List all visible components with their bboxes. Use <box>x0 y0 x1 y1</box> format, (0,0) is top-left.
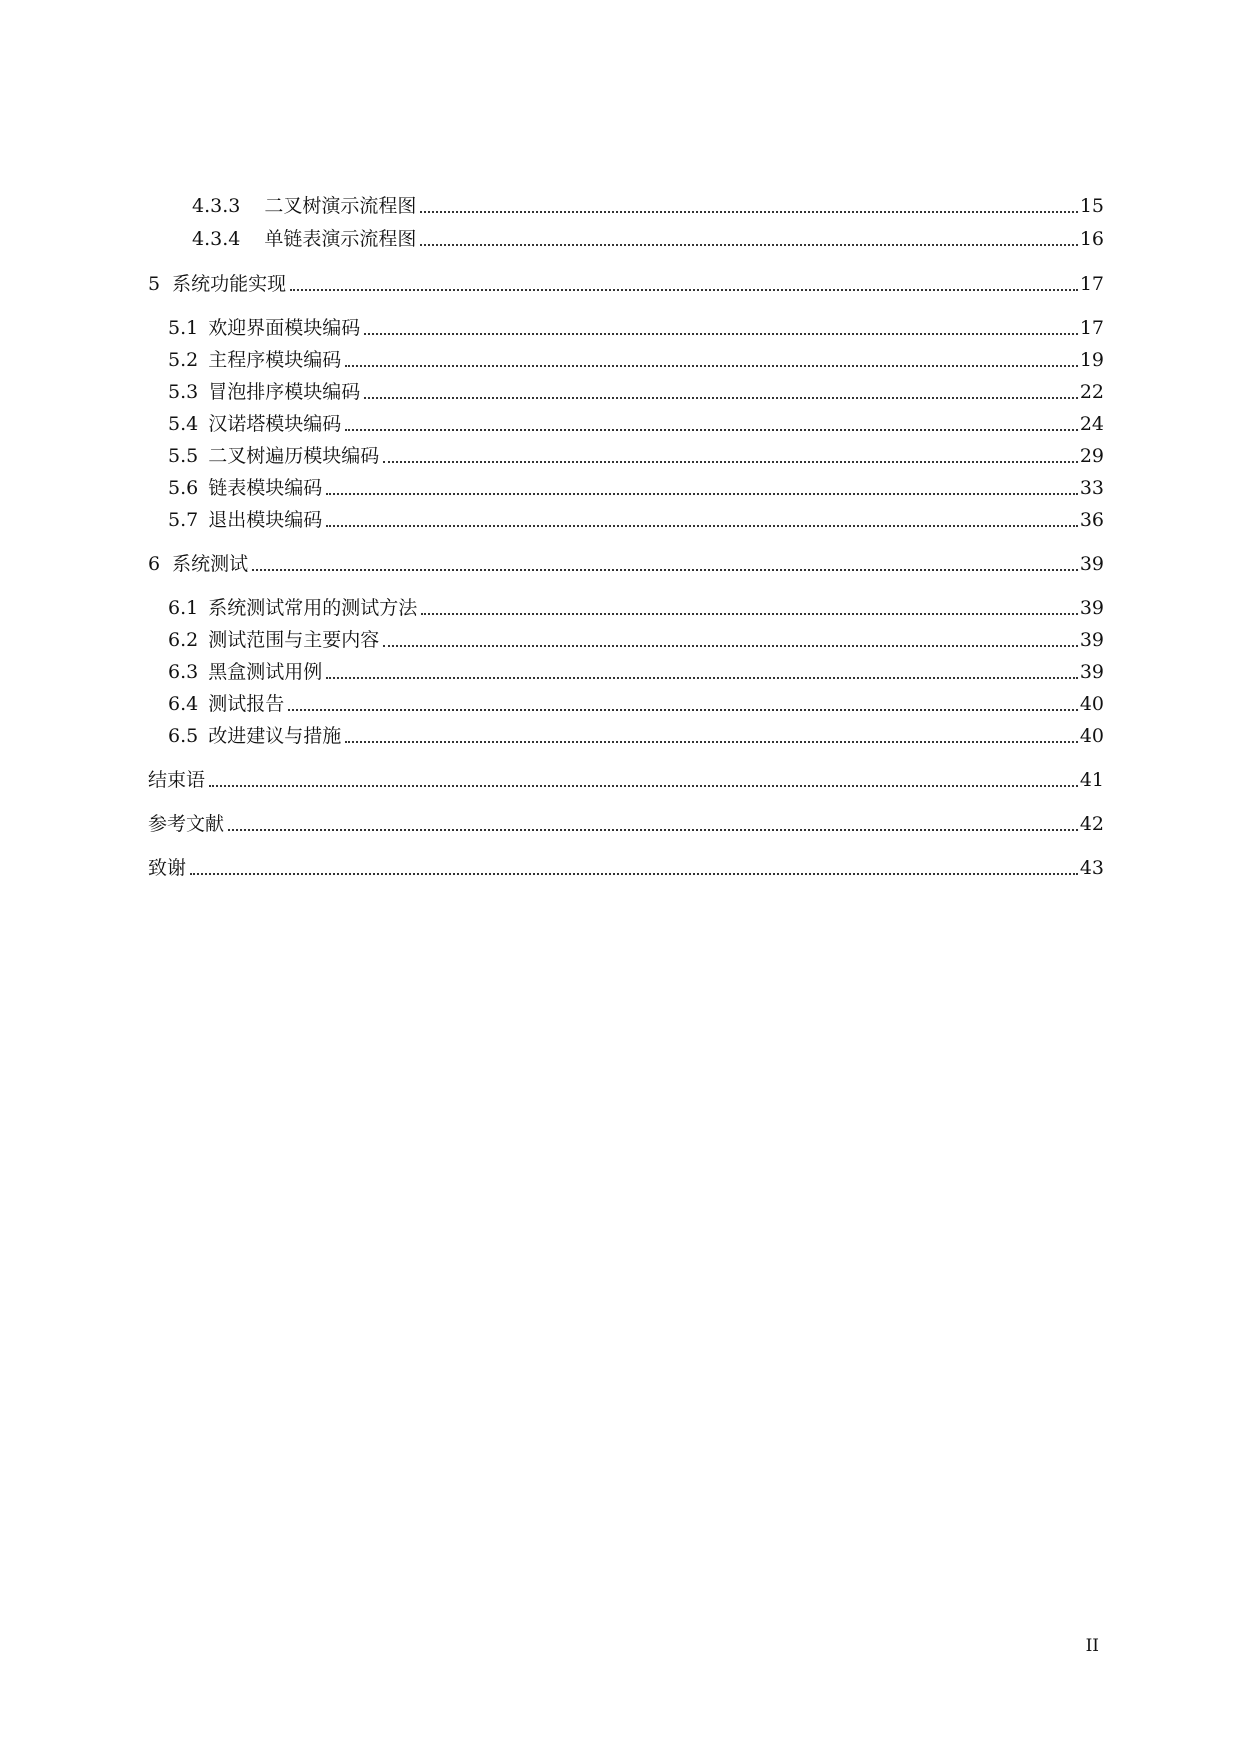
toc-dot-leader <box>228 829 1078 831</box>
toc-entry-title: 测试报告 <box>208 693 285 715</box>
toc-entry-number: 5.2 <box>168 349 199 371</box>
toc-entry-title: 链表模块编码 <box>208 477 323 499</box>
toc-entry-number: 6.5 <box>168 725 199 747</box>
toc-entry[interactable] <box>148 768 1104 792</box>
toc-entry-title: 参考文献 <box>148 813 225 835</box>
toc-entry-number: 4.3.3 <box>192 195 241 217</box>
toc-entry[interactable] <box>192 194 1104 218</box>
toc-entry-title: 系统测试 <box>172 553 249 575</box>
toc-entry-page: 15 <box>1079 195 1104 217</box>
toc-entry-page: 42 <box>1079 813 1104 835</box>
toc-entry-page: 40 <box>1079 725 1104 747</box>
toc-entry[interactable] <box>148 552 1104 576</box>
toc-entry-title: 系统测试常用的测试方法 <box>208 597 418 619</box>
toc-entry[interactable] <box>168 348 1104 372</box>
toc-entry-title: 单链表演示流程图 <box>264 228 417 250</box>
toc-entry-number: 5.3 <box>168 381 199 403</box>
toc-entry-page: 39 <box>1079 553 1104 575</box>
toc-entry-title: 冒泡排序模块编码 <box>208 381 361 403</box>
toc-entry-number: 6 <box>148 553 161 575</box>
toc-dot-leader <box>364 397 1078 399</box>
toc-dot-leader <box>252 569 1078 571</box>
toc-entry-page: 33 <box>1079 477 1104 499</box>
toc-entry-title: 测试范围与主要内容 <box>208 629 380 651</box>
toc-entry[interactable] <box>168 660 1104 684</box>
toc-entry-page: 29 <box>1079 445 1104 467</box>
toc-entry[interactable] <box>168 380 1104 404</box>
toc-dot-leader <box>326 525 1078 527</box>
toc-entry-number: 5.1 <box>168 317 199 339</box>
toc-entry-number: 5.4 <box>168 413 199 435</box>
toc-entry[interactable] <box>168 476 1104 500</box>
toc-dot-leader <box>364 333 1078 335</box>
toc-entry-page: 17 <box>1079 317 1104 339</box>
toc-dot-leader <box>288 709 1078 711</box>
toc-entry-title: 主程序模块编码 <box>208 349 342 371</box>
toc-entry-title: 黑盒测试用例 <box>208 661 323 683</box>
toc-entry-page: 39 <box>1079 661 1104 683</box>
toc-entry-number: 6.3 <box>168 661 199 683</box>
toc-entry-page: 19 <box>1079 349 1104 371</box>
toc-entry-page: 39 <box>1079 597 1104 619</box>
toc-entry-title: 致谢 <box>148 857 187 879</box>
toc-dot-leader <box>209 785 1078 787</box>
toc-dot-leader <box>345 365 1078 367</box>
toc-entry-number: 6.1 <box>168 597 199 619</box>
toc-entry[interactable] <box>168 628 1104 652</box>
toc-dot-leader <box>420 244 1077 246</box>
toc-entry-number: 5 <box>148 273 161 295</box>
toc-entry[interactable] <box>168 724 1104 748</box>
toc-entry[interactable] <box>148 856 1104 880</box>
toc-entry[interactable] <box>168 692 1104 716</box>
toc-entry-number: 6.4 <box>168 693 199 715</box>
toc-entry-page: 41 <box>1079 769 1104 791</box>
toc-dot-leader <box>326 677 1078 679</box>
toc-entry-number: 4.3.4 <box>192 228 241 250</box>
toc-entry-page: 39 <box>1079 629 1104 651</box>
toc-entry-title: 系统功能实现 <box>172 273 287 295</box>
toc-entry-title: 退出模块编码 <box>208 509 323 531</box>
toc-entry[interactable] <box>192 227 1104 251</box>
toc-dot-leader <box>290 289 1078 291</box>
toc-entry-page: 16 <box>1079 228 1104 250</box>
toc-entry[interactable] <box>148 272 1104 296</box>
toc-dot-leader <box>420 211 1077 213</box>
toc-entry-number: 5.6 <box>168 477 199 499</box>
toc-dot-leader <box>345 429 1078 431</box>
toc-entry-page: 22 <box>1079 381 1104 403</box>
toc-entry-number: 6.2 <box>168 629 199 651</box>
toc-entry[interactable] <box>168 508 1104 532</box>
toc-entry-number: 5.5 <box>168 445 199 467</box>
toc-dot-leader <box>345 741 1078 743</box>
toc-entry-page: 43 <box>1079 857 1104 879</box>
toc-entry-title: 汉诺塔模块编码 <box>208 413 342 435</box>
toc-dot-leader <box>190 873 1078 875</box>
toc-entry-page: 40 <box>1079 693 1104 715</box>
toc-entry[interactable] <box>168 444 1104 468</box>
toc-entry-title: 结束语 <box>148 769 206 791</box>
toc-dot-leader <box>326 493 1078 495</box>
toc-entry-page: 36 <box>1079 509 1104 531</box>
toc-entry-page: 24 <box>1079 413 1104 435</box>
page-number: II <box>1085 1636 1099 1656</box>
toc-dot-leader <box>383 645 1078 647</box>
toc-dot-leader <box>421 613 1078 615</box>
toc-entry[interactable] <box>168 596 1104 620</box>
toc-entry[interactable] <box>168 412 1104 436</box>
toc-entry-page: 17 <box>1079 273 1104 295</box>
toc-entry-title: 改进建议与措施 <box>208 725 342 747</box>
toc-entry-title: 二叉树演示流程图 <box>264 195 417 217</box>
toc-entry[interactable] <box>148 812 1104 836</box>
toc-entry-title: 欢迎界面模块编码 <box>208 317 361 339</box>
toc-entry-number: 5.7 <box>168 509 199 531</box>
toc-entry[interactable] <box>168 316 1104 340</box>
toc-entry-title: 二叉树遍历模块编码 <box>208 445 380 467</box>
toc-dot-leader <box>383 461 1078 463</box>
